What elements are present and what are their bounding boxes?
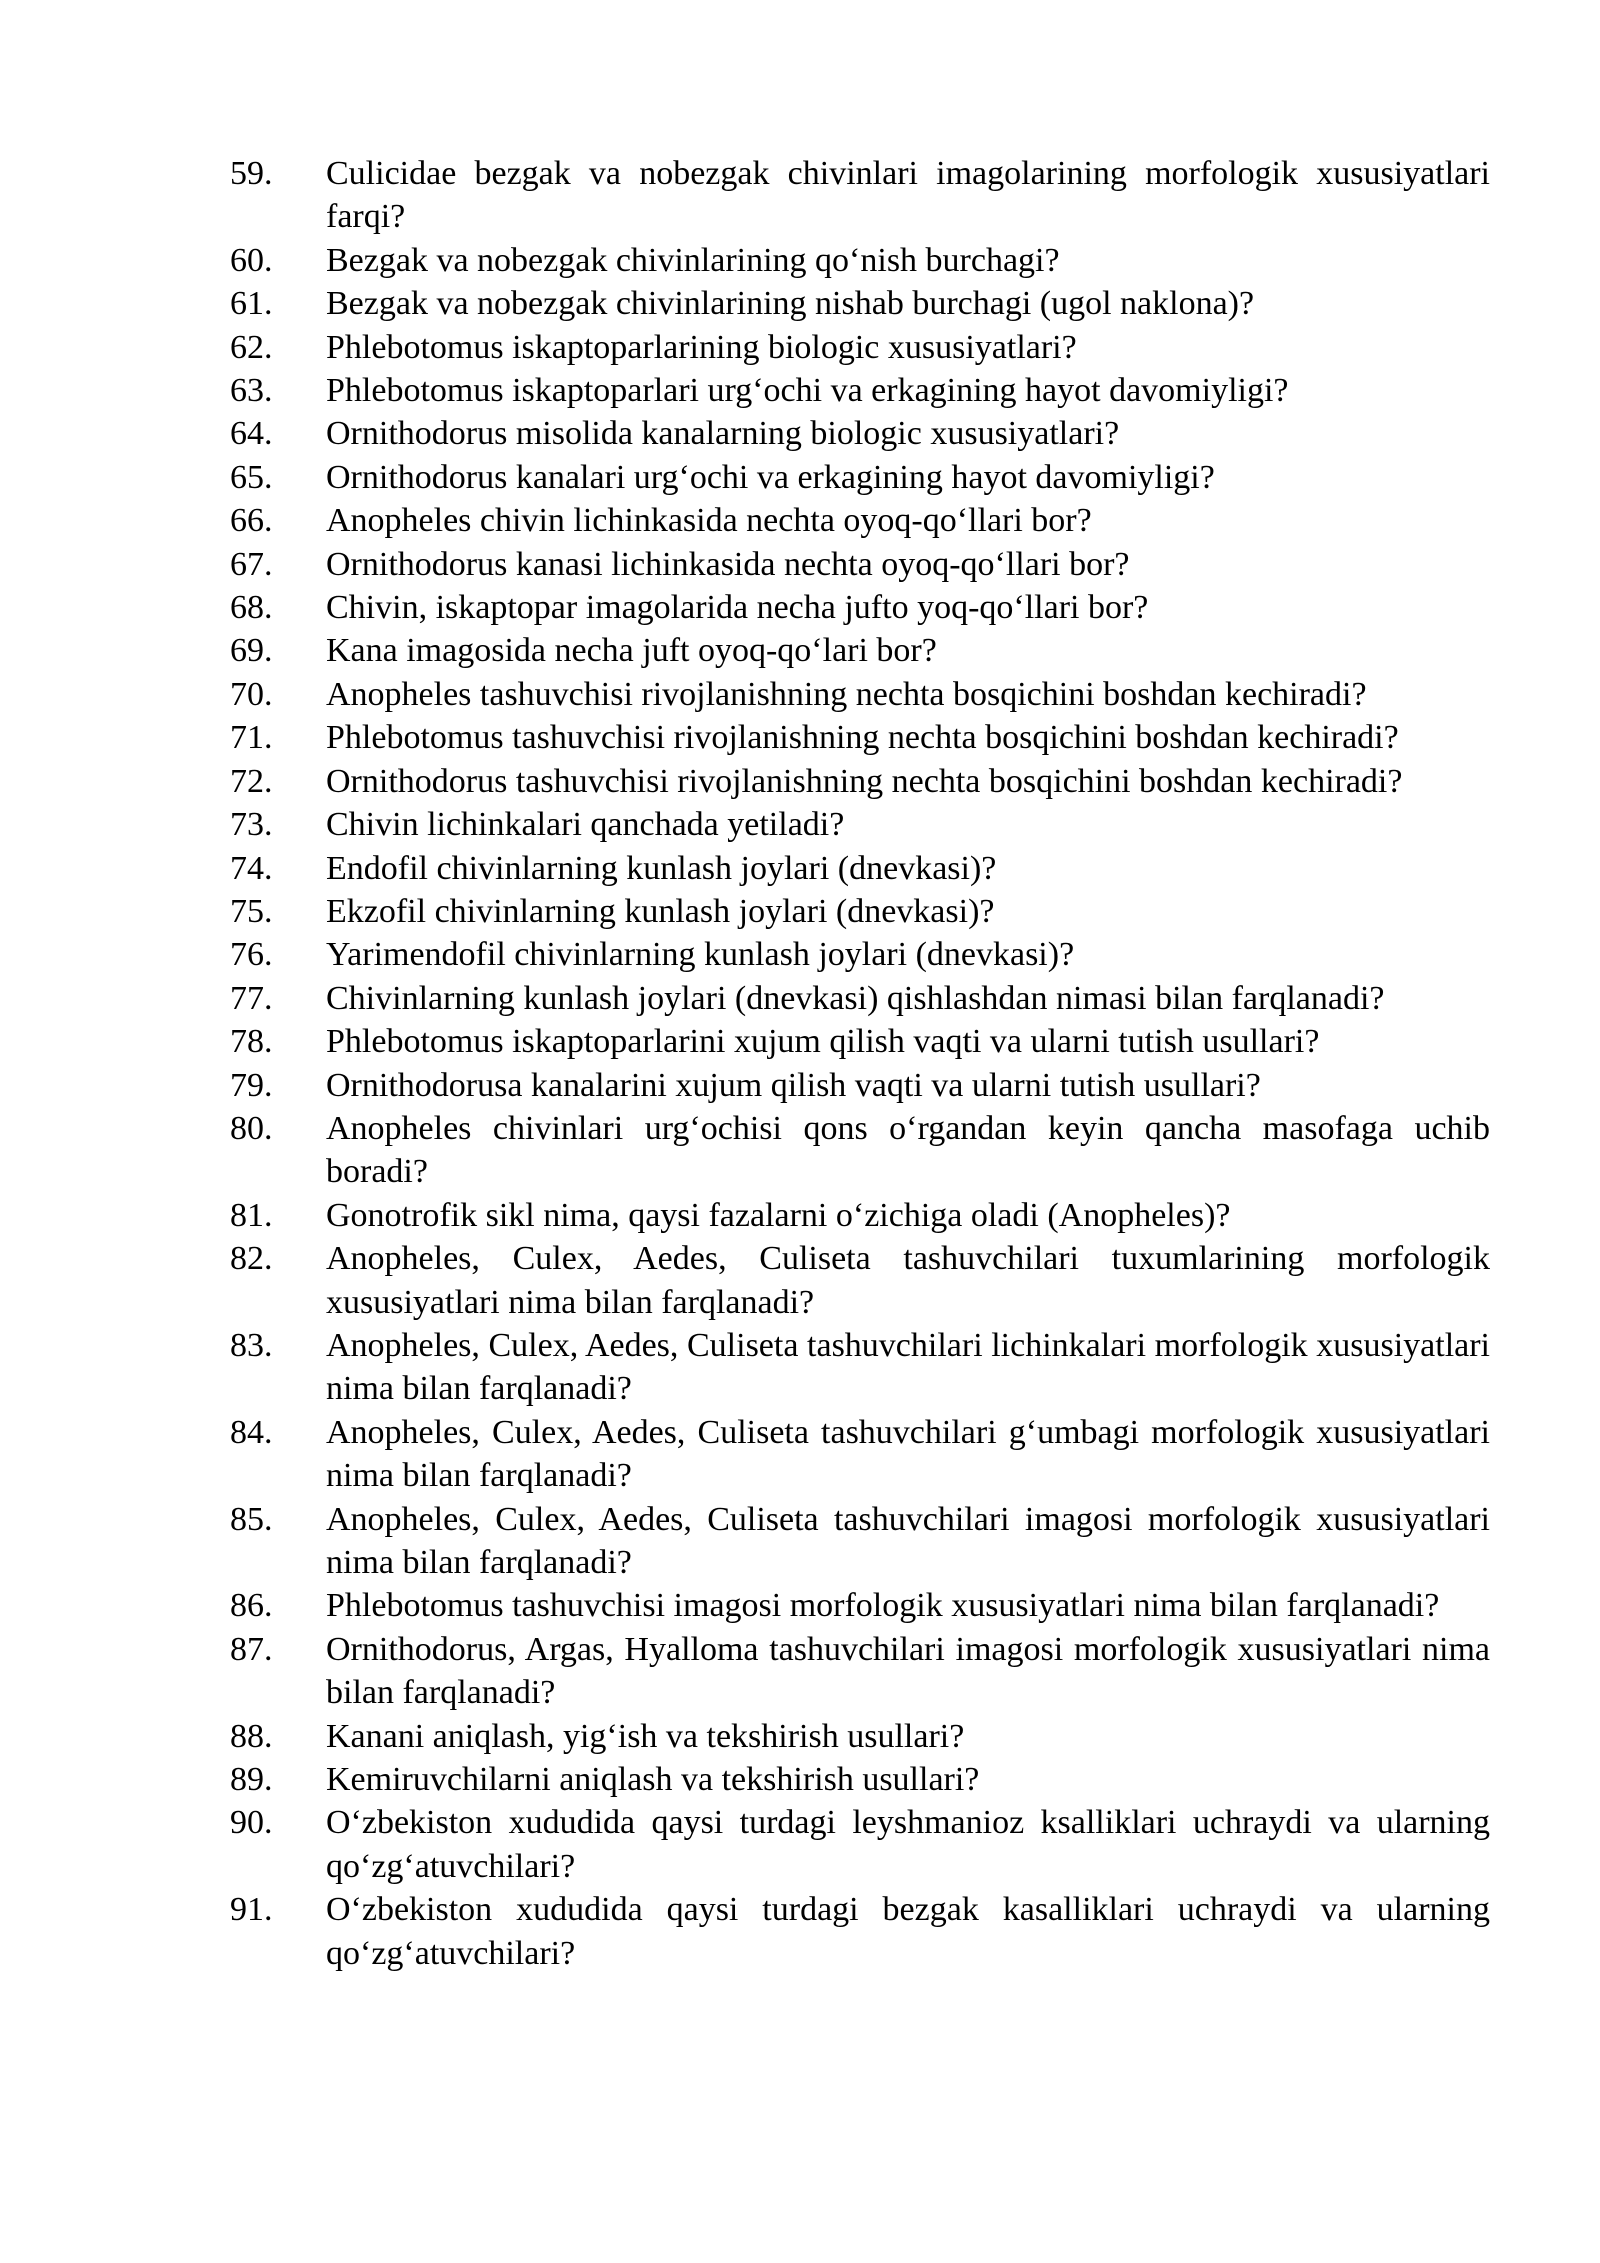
item-text: Bezgak va nobezgak chivinlarining qo‘nish burchagi?	[326, 241, 1060, 279]
item-number: 91.	[230, 1891, 273, 1929]
list-item	[230, 890, 1490, 933]
item-text: Bezgak va nobezgak chivinlarining nishab burchagi (ugol naklona)?	[326, 285, 1255, 323]
item-text: O‘zbekiston xududida qaysi turdagi bezgak kasalliklari uchraydi va ularning qo‘zg‘atuvchilari?	[326, 1891, 1490, 1972]
item-number: 68.	[230, 589, 273, 627]
list-item	[230, 1064, 1490, 1107]
item-text: Anopheles, Culex, Aedes, Culiseta tashuvchilari imagosi morfologik xususiyatlari nima bilan farqlanadi?	[326, 1500, 1490, 1581]
list-item	[230, 1498, 1490, 1585]
list-item	[230, 1888, 1490, 1975]
item-text: Chivin, iskaptopar imagolarida necha jufto yoq-qo‘llari bor?	[326, 589, 1149, 627]
item-text: Kemiruvchilarni aniqlash va tekshirish usullari?	[326, 1761, 980, 1799]
list-item	[230, 369, 1490, 412]
item-text: Chivinlarning kunlash joylari (dnevkasi) qishlashdan nimasi bilan farqlanadi?	[326, 979, 1385, 1017]
item-text: Phlebotomus iskaptoparlarining biologic xususiyatlari?	[326, 328, 1077, 366]
list-item	[230, 456, 1490, 499]
item-number: 60.	[230, 241, 273, 279]
item-number: 64.	[230, 415, 273, 453]
item-text: Endofil chivinlarning kunlash joylari (dnevkasi)?	[326, 849, 997, 887]
list-item	[230, 1584, 1490, 1627]
item-number: 67.	[230, 545, 273, 583]
item-text: Anopheles tashuvchisi rivojlanishning nechta bosqichini boshdan kechiradi?	[326, 675, 1367, 713]
list-item	[230, 282, 1490, 325]
list-item	[230, 933, 1490, 976]
list-item	[230, 586, 1490, 629]
list-item	[230, 760, 1490, 803]
list-item	[230, 499, 1490, 542]
list-item	[230, 239, 1490, 282]
list-item	[230, 326, 1490, 369]
list-item	[230, 1324, 1490, 1411]
item-text: Anopheles, Culex, Aedes, Culiseta tashuvchilari lichinkalari morfologik xususiyatlari nima bilan farqlanadi?	[326, 1326, 1490, 1408]
list-item	[230, 1411, 1490, 1498]
item-number: 72.	[230, 762, 273, 800]
list-item	[230, 1020, 1490, 1063]
item-number: 81.	[230, 1196, 273, 1234]
item-text: Phlebotomus tashuvchisi imagosi morfologik xususiyatlari nima bilan farqlanadi?	[326, 1587, 1440, 1625]
item-number: 73.	[230, 806, 273, 844]
item-text: Ornithodorus kanalari urg‘ochi va erkagining hayot davomiyligi?	[326, 458, 1215, 496]
item-number: 75.	[230, 892, 273, 930]
item-text: Ornithodorusa kanalarini xujum qilish vaqti va ularni tutish usullari?	[326, 1066, 1261, 1104]
item-number: 88.	[230, 1717, 273, 1755]
item-number: 63.	[230, 372, 273, 410]
list-item	[230, 1801, 1490, 1888]
list-item	[230, 673, 1490, 716]
item-text: Chivin lichinkalari qanchada yetiladi?	[326, 806, 845, 844]
list-item	[230, 847, 1490, 890]
list-item	[230, 543, 1490, 586]
item-number: 77.	[230, 979, 273, 1017]
list-item	[230, 412, 1490, 455]
item-number: 87.	[230, 1630, 273, 1668]
item-number: 65.	[230, 458, 273, 496]
item-text: Culicidae bezgak va nobezgak chivinlari imagolarining morfologik xususiyatlari farqi?	[326, 155, 1490, 236]
item-text: O‘zbekiston xududida qaysi turdagi leyshmanioz ksalliklari uchraydi va ularning qo‘zg‘atuvchilari?	[326, 1804, 1490, 1885]
item-number: 85.	[230, 1500, 273, 1538]
item-number: 71.	[230, 719, 273, 757]
item-number: 80.	[230, 1109, 273, 1147]
item-number: 79.	[230, 1066, 273, 1104]
item-text: Ornithodorus misolida kanalarning biologic xususiyatlari?	[326, 415, 1120, 453]
item-text: Ornithodorus kanasi lichinkasida nechta oyoq-qo‘llari bor?	[326, 545, 1130, 583]
item-text: Ekzofil chivinlarning kunlash joylari (dnevkasi)?	[326, 892, 995, 930]
list-item	[230, 152, 1490, 239]
item-text: Anopheles chivinlari urg‘ochisi qons o‘rgandan keyin qancha masofaga uchib boradi?	[326, 1109, 1490, 1191]
item-number: 61.	[230, 285, 273, 323]
item-number: 89.	[230, 1761, 273, 1799]
item-number: 78.	[230, 1023, 273, 1061]
list-item	[230, 1628, 1490, 1715]
item-number: 59.	[230, 155, 273, 192]
item-text: Yarimendofil chivinlarning kunlash joylari (dnevkasi)?	[326, 936, 1075, 974]
list-item	[230, 803, 1490, 846]
list-item	[230, 977, 1490, 1020]
list-item	[230, 1107, 1490, 1194]
item-text: Anopheles, Culex, Aedes, Culiseta tashuvchilari g‘umbagi morfologik xususiyatlari nima bilan farqlanadi?	[326, 1413, 1490, 1495]
item-number: 76.	[230, 936, 273, 974]
list-item	[230, 1237, 1490, 1324]
item-number: 66.	[230, 502, 273, 540]
list-item	[230, 1715, 1490, 1758]
list-item	[230, 1758, 1490, 1801]
item-text: Phlebotomus iskaptoparlarini xujum qilish vaqti va ularni tutish usullari?	[326, 1023, 1320, 1061]
item-text: Ornithodorus, Argas, Hyalloma tashuvchilari imagosi morfologik xususiyatlari nima bilan farqlanadi?	[326, 1630, 1490, 1712]
item-number: 70.	[230, 675, 273, 713]
list-item	[230, 716, 1490, 759]
item-number: 86.	[230, 1587, 273, 1625]
item-number: 83.	[230, 1326, 273, 1364]
item-text: Kanani aniqlash, yig‘ish va tekshirish usullari?	[326, 1717, 965, 1755]
item-text: Anopheles chivin lichinkasida nechta oyoq-qo‘llari bor?	[326, 502, 1092, 540]
item-number: 62.	[230, 328, 273, 366]
item-text: Ornithodorus tashuvchisi rivojlanishning nechta bosqichini boshdan kechiradi?	[326, 762, 1403, 800]
item-number: 90.	[230, 1804, 273, 1842]
item-text: Kana imagosida necha juft oyoq-qo‘lari bor?	[326, 632, 937, 670]
item-text: Anopheles, Culex, Aedes, Culiseta tashuvchilari tuxumlarining morfologik xususiyatlari nima bilan farqlanadi?	[326, 1240, 1490, 1321]
item-number: 82.	[230, 1240, 273, 1278]
item-number: 84.	[230, 1413, 273, 1451]
item-text: Gonotrofik sikl nima, qaysi fazalarni o‘zichiga oladi (Anopheles)?	[326, 1196, 1231, 1234]
list-item	[230, 1194, 1490, 1237]
item-number: 69.	[230, 632, 273, 670]
item-text: Phlebotomus iskaptoparlari urg‘ochi va erkagining hayot davomiyligi?	[326, 372, 1289, 410]
list-item	[230, 629, 1490, 672]
question-list	[230, 152, 1490, 1975]
item-text: Phlebotomus tashuvchisi rivojlanishning nechta bosqichini boshdan kechiradi?	[326, 719, 1399, 757]
item-number: 74.	[230, 849, 273, 887]
